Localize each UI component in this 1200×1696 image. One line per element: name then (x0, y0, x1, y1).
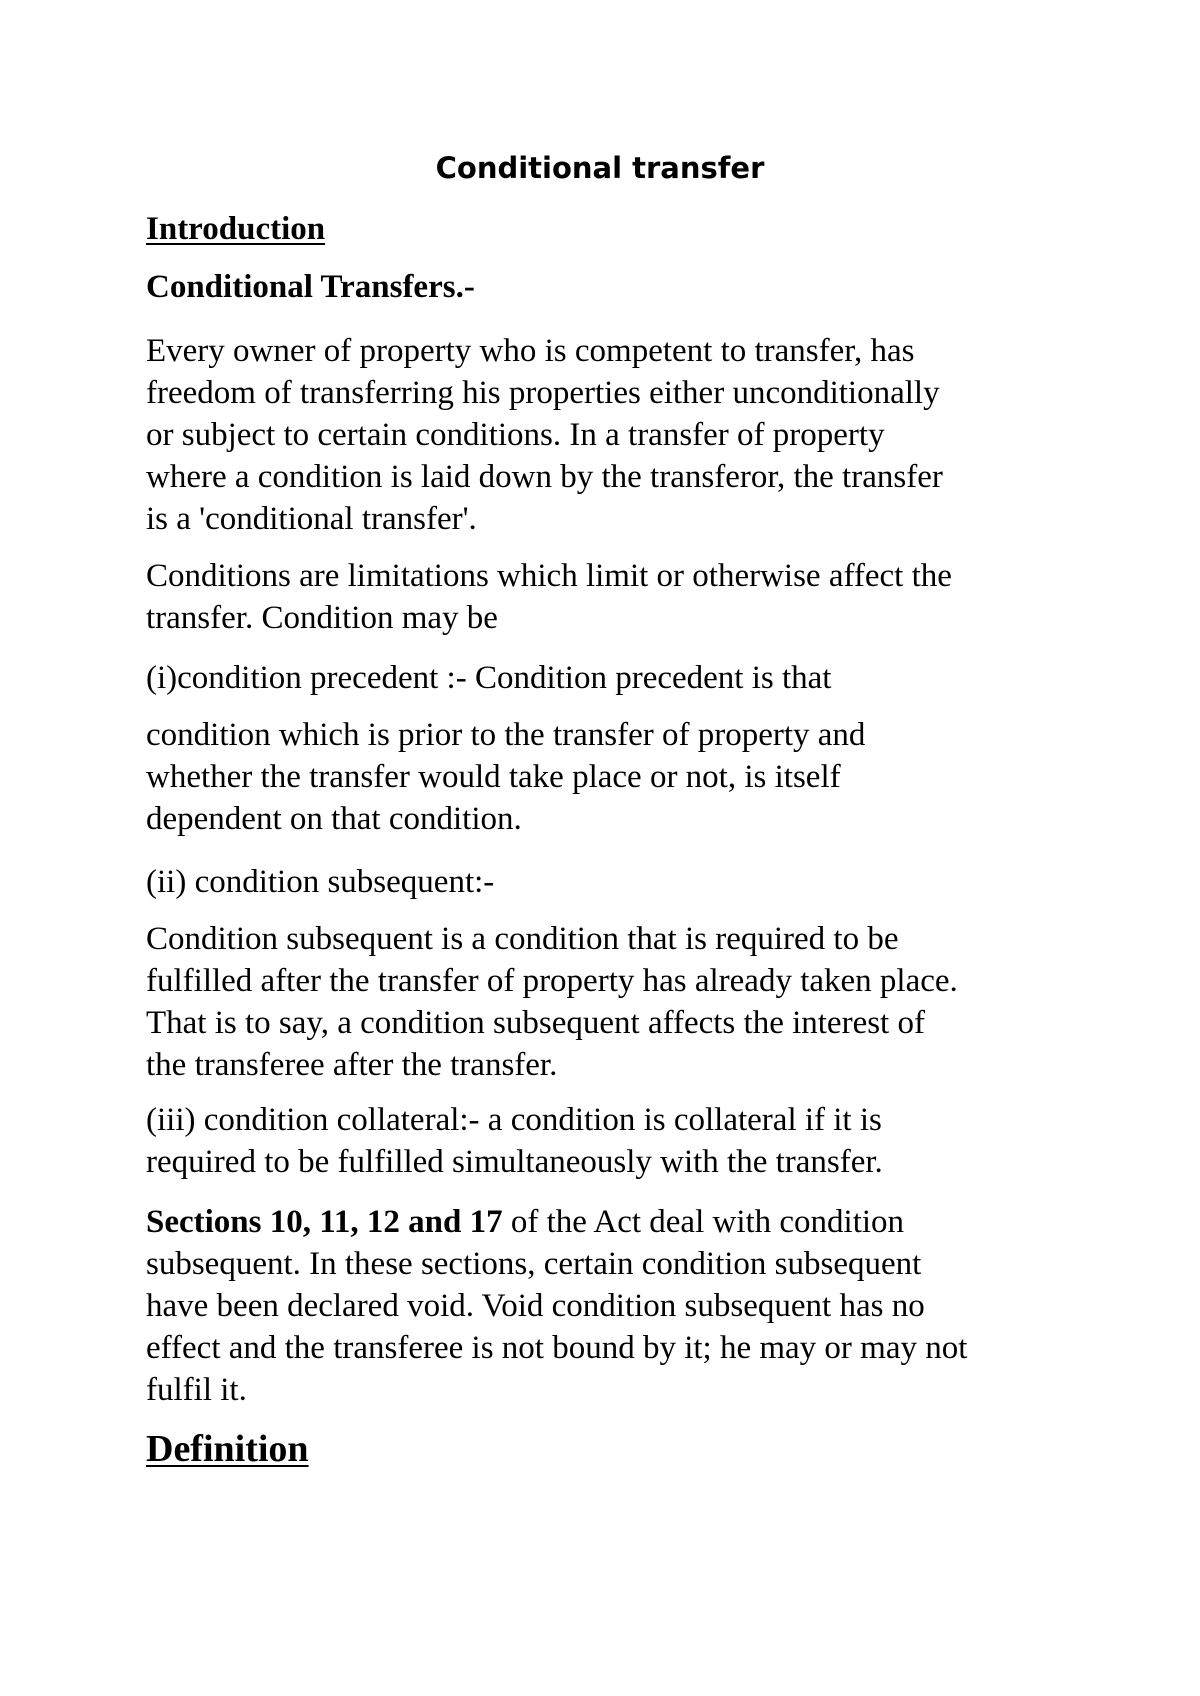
paragraph-conditions (146, 555, 1086, 639)
text-line: condition which is prior to the transfer of property and (146, 717, 866, 753)
paragraph-condition-subsequent: (ii) condition subsequent:- (146, 864, 495, 900)
paragraph-sections (146, 1201, 1086, 1411)
text-line: freedom of transferring his properties either unconditionally (146, 375, 940, 411)
text-line: fulfilled after the transfer of property has already taken place. (146, 963, 958, 999)
text-line: have been declared void. Void condition subsequent has no (146, 1288, 925, 1324)
definition-heading: Definition (146, 1428, 309, 1470)
text-line: required to be fulfilled simultaneously with the transfer. (146, 1144, 883, 1180)
text-line: transfer. Condition may be (146, 600, 498, 636)
text-line: subsequent. In these sections, certain condition subsequent (146, 1246, 922, 1282)
text-line: effect and the transferee is not bound by it; he may or may not (146, 1330, 968, 1366)
text-line: fulfil it. (146, 1372, 247, 1408)
text-line: where a condition is laid down by the transferor, the transfer (146, 459, 943, 495)
text-line: or subject to certain conditions. In a transfer of property (146, 417, 885, 453)
text-line: is a 'conditional transfer'. (146, 501, 477, 537)
text-line: (iii) condition collateral:- a condition is collateral if it is (146, 1102, 882, 1138)
introduction-heading: Introduction (146, 211, 326, 247)
paragraph-precedent-detail (146, 714, 1086, 840)
paragraph-condition-precedent: (i)condition precedent :- Condition precedent is that (146, 660, 832, 696)
paragraph-condition-collateral (146, 1099, 1086, 1183)
document-title: Conditional transfer (435, 151, 765, 185)
text-line: dependent on that condition. (146, 801, 522, 837)
text-line: That is to say, a condition subsequent affects the interest of (146, 1005, 925, 1041)
sections-reference-rest: of the Act deal with condition (502, 1204, 905, 1240)
sections-reference: Sections 10, 11, 12 and 17 (146, 1204, 503, 1240)
paragraph-ownership (146, 330, 1086, 540)
text-line (146, 1201, 1086, 1243)
conditional-transfers-subheading: Conditional Transfers.- (146, 269, 475, 305)
paragraph-subsequent-detail (146, 918, 1086, 1086)
text-line: the transferee after the transfer. (146, 1047, 558, 1083)
text-line: whether the transfer would take place or not, is itself (146, 759, 841, 795)
text-line: Condition subsequent is a condition that is required to be (146, 921, 899, 957)
text-line: Every owner of property who is competent to transfer, has (146, 333, 915, 369)
text-line: Conditions are limitations which limit or otherwise affect the (146, 558, 952, 594)
